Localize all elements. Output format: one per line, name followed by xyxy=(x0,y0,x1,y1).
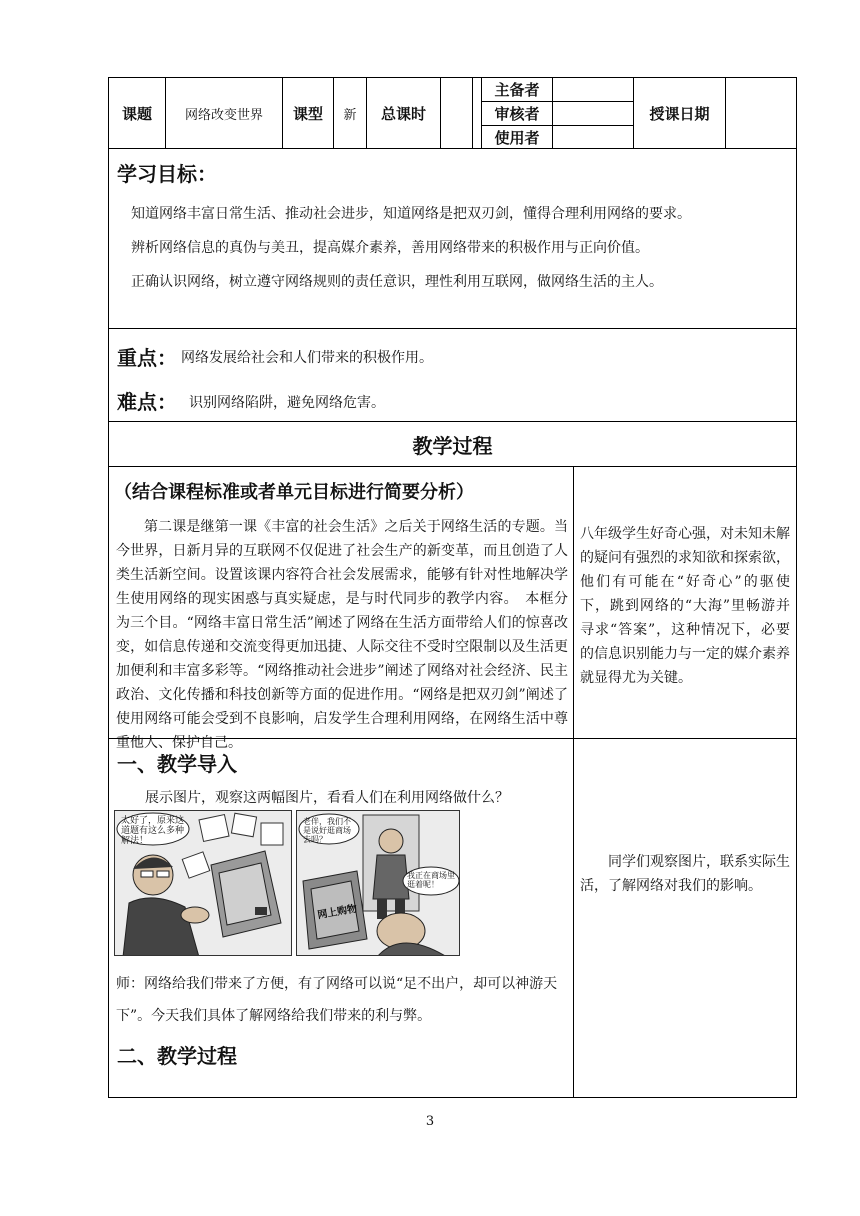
total-hours-value xyxy=(441,78,472,148)
type-label: 课型 xyxy=(292,104,323,123)
objective-item: 辨析网络信息的真伪与美丑，提高媒介素养，善用网络带来的积极作用与正向价值。 xyxy=(131,240,649,256)
objective-item: 知道网络丰富日常生活、推动社会进步，知道网络是把双刃剑，懂得合理利用网络的要求。 xyxy=(131,206,691,222)
col-divider xyxy=(725,77,726,149)
topic-label: 课题 xyxy=(121,104,152,123)
key-point-label: 重点： xyxy=(117,346,177,370)
total-hours-label: 总课时 xyxy=(380,104,426,123)
preparer-label: 主备者 xyxy=(494,81,540,99)
objective-item: 正确认识网络，树立遵守网络规则的责任意识，理性利用互联网，做网络生活的主人。 xyxy=(131,274,663,290)
side-column-divider xyxy=(573,466,574,1097)
difficult-point-label: 难点： xyxy=(117,390,177,414)
row-divider xyxy=(108,466,797,467)
objectives-title: 学习目标： xyxy=(117,162,217,186)
col-divider xyxy=(472,77,473,149)
process-title: 教学过程 xyxy=(412,433,493,458)
difficult-point-text: 识别网络陷阱，避免网络危害。 xyxy=(189,395,385,411)
shopping-bubble-top-text: 老伴，我们不是说好逛商场去吗？ xyxy=(303,817,351,844)
col-divider xyxy=(552,77,553,149)
analysis-side-note: 八年级学生好奇心强，对未知未解的疑问有强烈的求知欲和探索欲，他们有可能在“好奇心”的驱使下，跳到网络的“大海”里畅游并寻求“答案”，这种情况下，必要的信息识别能力与一定的媒介素养就显得尤为关键。 xyxy=(580,526,790,686)
table-border-bottom xyxy=(108,1097,797,1098)
row-divider xyxy=(108,328,797,329)
analysis-body: 第二课是继第一课《丰富的社会生活》之后关于网络生活的专题。当今世界，日新月异的互联网不仅促进了社会生产的新变革，而且创造了人类生活新空间。设置该课内容符合社会发展需求，能够有针对性地解决学生使用网络的现实困惑与真实疑虑，是与时代同步的教学内容。 本框分为三个目。“网络丰富日常生活”阐述了网络在生活方面带给人们的惊喜改变，如信息传递和交流变得更加迅捷、人际交往不受时空限制以及生活更加便利和丰富多彩等。“网络推动社会进步”阐述了网络对社会经济、民主政治、文化传播和科技创新等方面的促进作用。“网络是把双刃剑”阐述了使用网络可能会受到不良影响，启发学生合理利用网络，在网络生活中尊重他人、保护自己。 xyxy=(116,519,568,751)
user-label: 使用者 xyxy=(494,128,540,147)
shopping-screen-text: 网上购物 xyxy=(316,903,358,922)
analysis-heading: （结合课程标准或者单元目标进行简要分析） xyxy=(114,482,474,503)
page-number: 3 xyxy=(425,1113,435,1129)
shopping-bubble-bottom-text: 我正在商场里逛着呢！ xyxy=(407,871,455,889)
process-heading: 二、教学过程 xyxy=(117,1044,237,1068)
table-border-right xyxy=(796,77,797,1098)
intro-side-note: 同学们观察图片，联系实际生活，了解网络对我们的影响。 xyxy=(580,854,790,894)
key-point-text: 网络发展给社会和人们带来的积极作用。 xyxy=(181,350,433,366)
row-divider xyxy=(108,148,797,149)
teacher-remark: 师：网络给我们带来了方便，有了网络可以说“足不出户，却可以神游天下”。今天我们具体了解网络给我们带来的利与弊。 xyxy=(116,976,558,1024)
intro-heading: 一、教学导入 xyxy=(117,752,237,776)
topic-value: 网络改变世界 xyxy=(184,107,263,123)
reviewer-label: 审核者 xyxy=(494,105,540,123)
teach-date-label: 授课日期 xyxy=(649,104,710,123)
intro-prompt: 展示图片，观察这两幅图片，看看人们在利用网络做什么？ xyxy=(145,790,509,806)
table-border-left xyxy=(108,77,109,1098)
cartoon-bubble-text: 太好了，原来这道题有这么多种解法！ xyxy=(121,816,185,846)
cartoon-student-computer-image xyxy=(114,810,292,956)
cartoon-online-shopping-image xyxy=(296,810,460,956)
type-value: 新 xyxy=(343,107,357,123)
